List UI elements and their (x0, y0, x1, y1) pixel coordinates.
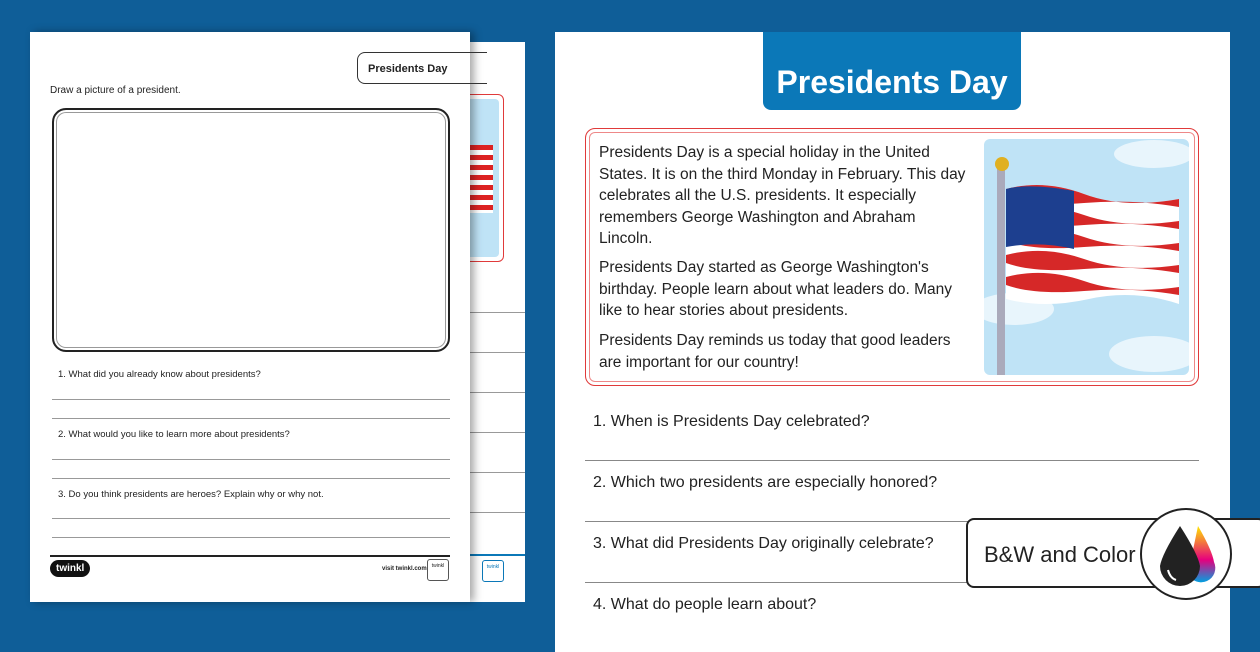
question: 2. What would you like to learn more about presidents? (58, 429, 290, 440)
paragraph: Presidents Day reminds us today that good leaders are important for our country! (599, 332, 951, 371)
question: 1. When is Presidents Day celebrated? (593, 413, 870, 430)
flag-image (465, 99, 499, 257)
visit-link[interactable]: visit twinkl.com (382, 566, 427, 572)
twinkl-badge: twinkl (427, 559, 449, 581)
question: 4. What do people learn about? (593, 596, 817, 613)
paragraph: Presidents Day is a special holiday in the United States. It is on the third Monday in February. This day celebrates all the U.S. presidents. It especially remembers George Washington and Abraham Lincoln. (599, 144, 966, 247)
info-box (585, 128, 1199, 386)
worksheet-tag: Presidents Day (357, 52, 487, 84)
page-title: Presidents Day (763, 32, 1021, 110)
ink-drops-icon (1140, 508, 1232, 600)
question: 2. Which two presidents are especially honored? (593, 474, 938, 491)
drawing-box (52, 108, 450, 352)
label-text: B&W and Color (984, 542, 1136, 567)
left-worksheet (30, 32, 470, 602)
american-flag-image (984, 139, 1189, 375)
question: 3. Do you think presidents are heroes? Explain why or why not. (58, 489, 324, 500)
question: 1. What did you already know about presidents? (58, 369, 261, 380)
question: 3. What did Presidents Day originally celebrate? (593, 535, 934, 552)
instruction: Draw a picture of a president. (50, 85, 181, 96)
twinkl-logo: twinkl (50, 560, 90, 577)
twinkl-badge: twinkl (482, 560, 504, 582)
paragraph: Presidents Day started as George Washington's birthday. People learn about what leaders do. Many like to hear stories about presidents. (599, 259, 952, 319)
